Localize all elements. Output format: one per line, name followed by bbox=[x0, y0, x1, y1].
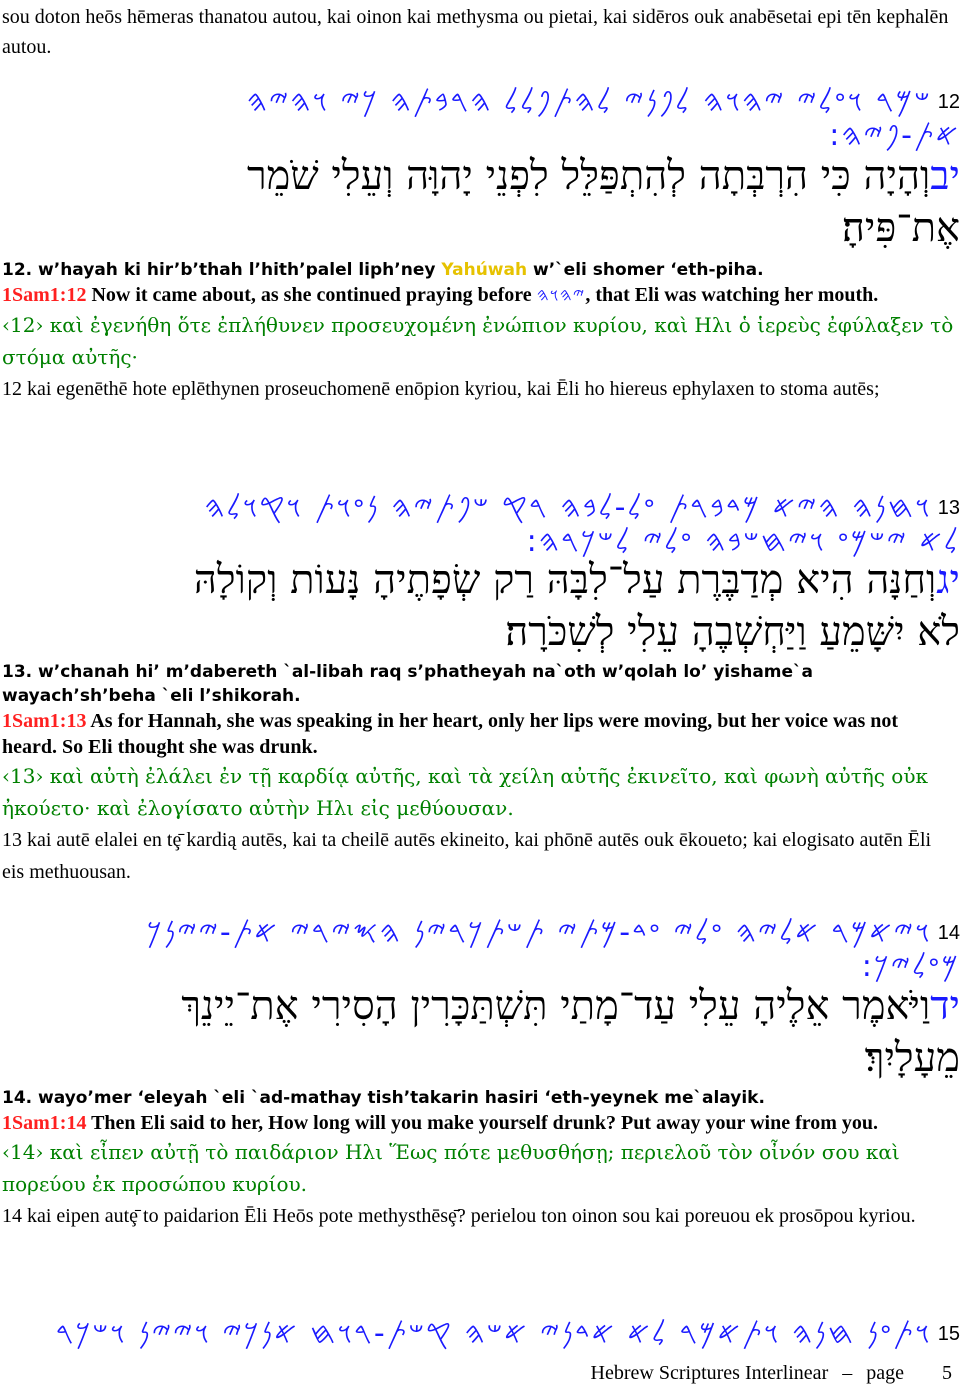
hebrew-line-continued: מֵעָלָיִךְ׃ bbox=[864, 1035, 960, 1081]
hebrew-text: וַיֹּאמֶר אֵלֶיהָ עֵלִי עַד־מָתַי תִּשְׁתַּכָּרִין הָסִירִי אֶת־יֵינֵךְ bbox=[181, 983, 931, 1029]
paleo-hebrew-line bbox=[0, 490, 960, 525]
hebrew-line bbox=[0, 556, 960, 603]
paleo-text: 𐤅𐤕𐤏𐤍 𐤇𐤍𐤄 𐤅𐤕𐤀𐤌𐤓 𐤋𐤀 𐤀𐤃𐤍𐤉 𐤀𐤔𐤄 𐤒𐤔𐤕-𐤓𐤅𐤇 𐤀𐤍𐤊𐤉 𐤅𐤉𐤉𐤍 𐤅𐤔𐤊𐤓 bbox=[55, 1316, 932, 1351]
tetragrammaton: 𐤉𐤄𐤅𐤄 bbox=[536, 285, 586, 306]
english-text: Now it came about, as she continued praying before bbox=[86, 284, 537, 306]
english-text: As for Hannah, she was speaking in her heart, only her lips were moving, but her voice was not heard. So Eli thought she was drunk. bbox=[2, 710, 899, 758]
translit-text-end: w’`eli shomer ‘eth-piha. bbox=[527, 260, 764, 280]
footer-dash: – bbox=[842, 1362, 853, 1384]
greek-text: ‹14› καὶ εἶπεν αὐτῇ τὸ παιδάριον Ηλι Ἕως πότε μεθυσθήσῃ; περιελοῦ τὸν οἶνόν σου καὶ πορεύου ἐκ προσώπου κυρίου. bbox=[2, 1140, 900, 1196]
hebrew-line bbox=[0, 982, 960, 1029]
previous-verse-transliteration: sou doton heōs hēmeras thanatou autou, kai oinon kai methysma ou pietai, kai sidēros ouk anabēsetai epi tēn kephalēn autou. bbox=[2, 6, 949, 58]
english-text-end: , that Eli was watching her mouth. bbox=[585, 284, 879, 306]
verse-reference: 1Sam1:14 bbox=[2, 1112, 87, 1134]
paleo-hebrew-line-continued: 𐤋𐤀 𐤉𐤔𐤌𐤏 𐤅𐤉𐤇𐤔𐤁𐤄 𐤏𐤋𐤉 𐤋𐤔𐤊𐤓𐤄: bbox=[526, 524, 960, 559]
hebrew-transliteration: 14. wayo’mer ‘eleyah `eli `ad-mathay tish’takarin hasiri ‘eth-yeynek me`alayik. bbox=[2, 1088, 765, 1108]
document-title: Hebrew Scriptures Interlinear bbox=[590, 1362, 829, 1384]
verse-number: 14 bbox=[937, 922, 960, 944]
paleo-text: 𐤅𐤇𐤍𐤄 𐤄𐤉𐤀 𐤌𐤃𐤁𐤓𐤕 𐤏𐤋-𐤋𐤁𐤄 𐤓𐤒 𐤔𐤐𐤕𐤉𐤄 𐤍𐤏𐤅𐤕 𐤅𐤒𐤅𐤋𐤄 bbox=[204, 490, 932, 525]
translit-text: 12. w’hayah ki hir’b’thah l’hith’palel liph’ney bbox=[2, 260, 442, 280]
hebrew-transliteration bbox=[2, 258, 954, 282]
verse-number: 15 bbox=[937, 1323, 960, 1345]
hebrew-verse-number: יב bbox=[930, 153, 960, 199]
hebrew-transliteration: 13. w’chanah hi’ m’dabereth `al-libah raq s’phatheyah na`oth w’qolah lo’ yishame`a wayach’sh’beha `eli l’shikorah. bbox=[2, 662, 814, 706]
greek-text: ‹12› καὶ ἐγενήθη ὅτε ἐπλήθυνεν προσευχομένη ἐνώπιον κυρίου, καὶ Ηλι ὁ ἱερεὺς ἐφύλαξεν τὸ στόμα αὐτῆς· bbox=[2, 313, 954, 369]
hebrew-line bbox=[0, 152, 960, 199]
verse-number: 12 bbox=[937, 91, 960, 113]
verse-number: 13 bbox=[937, 497, 960, 519]
verse-reference: 1Sam1:13 bbox=[2, 710, 87, 732]
verse-12-english bbox=[2, 258, 954, 405]
greek-transliteration: 14 kai eipen autȩ̄ to paidarion Ēli Heōs pote methysthēsȩ̄? perielou ton oinon sou kai poreuou ek prosōpou kyriou. bbox=[2, 1205, 916, 1227]
hebrew-verse-number: יג bbox=[936, 557, 960, 603]
verse-reference: 1Sam1:12 bbox=[2, 284, 87, 306]
hebrew-line-continued: אֶת־פִּיהָ׃ bbox=[841, 205, 960, 251]
english-translation bbox=[2, 708, 954, 760]
paleo-hebrew-line bbox=[0, 1316, 960, 1351]
hebrew-text: וְהָיָה כִּי הִרְבְּתָה לְהִתְפַּלֵּל לִפְנֵי יָהוָּה וְעֵלִי שֹׁמֵר bbox=[246, 153, 931, 199]
english-text: Then Eli said to her, How long will you make yourself drunk? Put away your wine from you. bbox=[86, 1112, 879, 1134]
paleo-hebrew-line-continued: 𐤌𐤏𐤋𐤉𐤊: bbox=[861, 949, 960, 984]
verse-14-english bbox=[2, 1086, 954, 1232]
verse-13-english bbox=[2, 660, 954, 888]
page-label: page bbox=[866, 1362, 904, 1384]
page-footer bbox=[591, 1362, 952, 1385]
greek-transliteration: 12 kai egenēthē hote eplēthynen proseuchomenē enōpion kyriou, kai Ēli ho hiereus ephylaxen to stoma autēs; bbox=[2, 378, 880, 400]
hebrew-verse-number: יד bbox=[930, 983, 960, 1029]
divine-name: Yahúwah bbox=[441, 260, 528, 280]
hebrew-line-continued: לֹא יִשָּׁמֵעַ וַיַּחְשְׁבֶהָ עֵלִי לְשִׁכֹּרָה׃ bbox=[505, 609, 960, 655]
paleo-text: 𐤅𐤉𐤀𐤌𐤓 𐤀𐤋𐤉𐤄 𐤏𐤋𐤉 𐤏𐤃-𐤌𐤕𐤉 𐤕𐤔𐤕𐤊𐤓𐤉𐤍 𐤄𐤎𐤉𐤓𐤉 𐤀𐤕-𐤉𐤉𐤍𐤊 bbox=[146, 915, 932, 950]
page-number: 5 bbox=[942, 1362, 952, 1384]
paleo-hebrew-line bbox=[0, 915, 960, 950]
greek-transliteration: 13 kai autē elalei en tȩ̄ kardią autēs, kai ta cheilē autēs ekineito, kai phōnē autēs ouk ēkoueto; kai elogisato autēn Ēli eis methuousan. bbox=[2, 829, 932, 883]
greek-text: ‹13› καὶ αὐτὴ ἐλάλει ἐν τῇ καρδίᾳ αὐτῆς, καὶ τὰ χείλη αὐτῆς ἐκινεῖτο, καὶ φωνὴ αὐτῆς οὐκ ἠκούετο· καὶ ἐλογίσατο αὐτὴν Ηλι εἰς μεθύουσαν. bbox=[2, 764, 928, 820]
paleo-hebrew-line-continued: 𐤀𐤕-𐤐𐤉𐤄: bbox=[829, 118, 960, 153]
hebrew-text: וְחַנָּה הִיא מְדַבֶּרֶת עַל־לִבָּהּ רַק שְׂפָתֶיהָ נָּעוֹת וְקוֹלָהּ bbox=[193, 557, 937, 603]
english-translation bbox=[2, 282, 954, 309]
paleo-text: 𐤔𐤌𐤓 𐤅𐤏𐤋𐤉 𐤉𐤄𐤅𐤄 𐤋𐤐𐤍𐤉 𐤋𐤄𐤕𐤐𐤋𐤋 𐤄𐤓𐤁𐤕𐤄 𐤊𐤉 𐤅𐤄𐤉𐤄 bbox=[246, 84, 932, 119]
paleo-hebrew-line bbox=[0, 84, 960, 119]
english-translation bbox=[2, 1110, 954, 1136]
